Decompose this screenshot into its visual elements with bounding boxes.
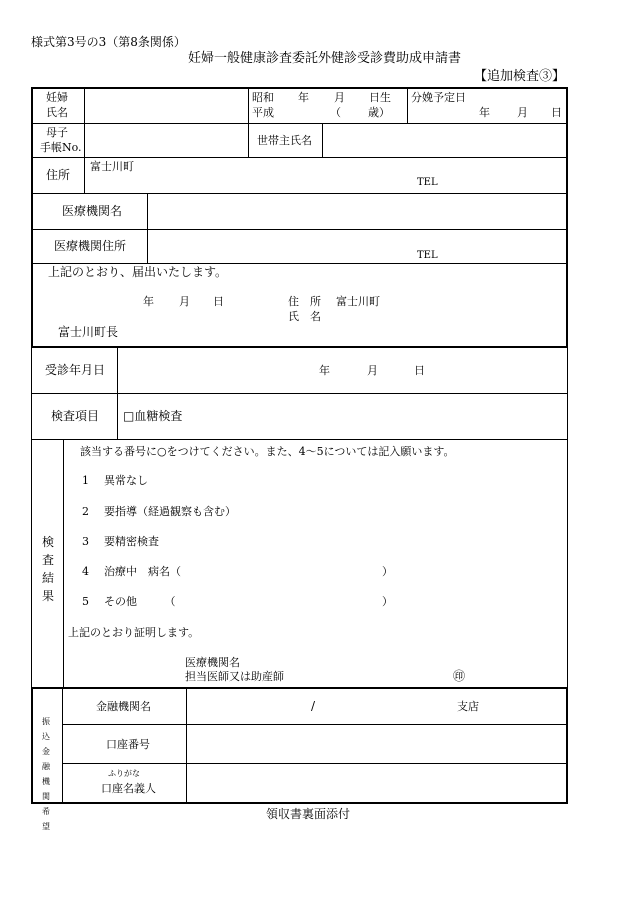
declarant-address-label: 住 所	[288, 295, 321, 308]
divider	[31, 348, 32, 688]
address-town: 富士川町	[90, 160, 134, 173]
divider	[32, 263, 567, 264]
blood-sugar-checkbox[interactable]: □血糖検査	[123, 409, 183, 423]
seal-icon: ㊞	[453, 669, 466, 683]
divider	[248, 88, 249, 157]
account-number-field[interactable]	[190, 729, 562, 759]
exam-result-label: 検査結果	[41, 535, 54, 603]
household-head-label: 世帯主氏名	[257, 134, 312, 147]
divider	[63, 724, 567, 725]
era-showa: 昭和	[252, 91, 274, 104]
option-normal[interactable]: 異常なし	[104, 474, 148, 487]
addressee: 富士川町長	[58, 325, 119, 339]
birth-month-label: 月	[334, 91, 345, 104]
receipt-note: 領収書裏面添付	[266, 807, 351, 821]
divider	[32, 229, 567, 230]
declarant-address-value: 富士川町	[336, 295, 380, 308]
account-holder-field[interactable]	[190, 768, 562, 800]
divider	[32, 193, 567, 194]
name-label: 氏名	[46, 106, 68, 119]
name-field[interactable]	[85, 92, 246, 120]
household-head-field[interactable]	[324, 126, 564, 154]
mch-label: 手帳No.	[40, 141, 82, 154]
divider	[567, 348, 568, 688]
option-number: 1	[82, 474, 89, 487]
exam-date-label: 受診年月日	[45, 363, 106, 377]
birth-year-label: 年	[298, 91, 309, 104]
divider	[63, 440, 64, 688]
option-number: 2	[82, 505, 89, 518]
divider	[147, 194, 148, 263]
certify-text: 上記のとおり証明します。	[68, 626, 200, 639]
option-guidance[interactable]: 要指導（経過観察も含む）	[104, 505, 236, 518]
address-tel-label: TEL	[417, 177, 438, 188]
divider	[32, 123, 567, 124]
furigana-label: ふりがな	[108, 769, 140, 778]
declaration-text: 上記のとおり、届出いたします。	[48, 265, 228, 279]
age-close: 歳）	[368, 106, 390, 119]
doctor-label: 担当医師又は助産師	[185, 670, 284, 683]
age-open: （	[330, 106, 341, 119]
mch-number-field[interactable]	[85, 126, 246, 154]
divider	[62, 688, 63, 803]
option-under-treatment[interactable]: 治療中 病名（	[104, 565, 181, 578]
form-title: 妊婦一般健康診査委託外健診受診費助成申請書	[188, 51, 462, 66]
name-label: 妊婦	[46, 91, 68, 104]
exam-date-day: 日	[414, 364, 425, 377]
bank-side-label: 振込金融機関希望	[42, 717, 50, 831]
due-year-label: 年	[479, 106, 490, 119]
divider	[407, 88, 408, 123]
institution-address-label: 医療機関住所	[54, 239, 127, 253]
due-date-label: 分娩予定日	[411, 91, 466, 104]
cert-institution-label: 医療機関名	[185, 656, 240, 669]
divider	[186, 688, 187, 803]
institution-name-label: 医療機関名	[62, 204, 123, 218]
institution-tel-label: TEL	[417, 250, 438, 261]
option-other[interactable]: その他 （	[104, 595, 176, 608]
additional-test-badge: 【追加検査③】	[474, 69, 566, 84]
declaration-day: 日	[213, 295, 224, 308]
form-number: 様式第3号の3（第8条関係）	[31, 35, 186, 49]
institution-name-field[interactable]	[150, 197, 562, 225]
divider	[32, 157, 567, 158]
divider	[31, 439, 568, 440]
divider	[117, 348, 118, 439]
birth-day-label: 日生	[369, 91, 391, 104]
era-heisei: 平成	[252, 106, 274, 119]
divider	[322, 124, 323, 157]
result-instruction: 該当する番号に○をつけてください。また、4～5については記入願います。	[80, 445, 455, 458]
exam-item-label: 検査項目	[51, 409, 100, 423]
option-number: 3	[82, 535, 89, 548]
mch-label: 母子	[46, 126, 68, 139]
due-day-label: 日	[551, 106, 562, 119]
option-number: 5	[82, 595, 89, 608]
option-number: 4	[82, 565, 89, 578]
exam-date-year: 年	[319, 364, 330, 377]
divider	[31, 393, 568, 394]
account-number-label: 口座番号	[106, 738, 150, 751]
exam-date-month: 月	[367, 364, 378, 377]
due-month-label: 月	[517, 106, 528, 119]
declaration-month: 月	[179, 295, 190, 308]
option-paren-close: ）	[382, 565, 393, 578]
option-detailed-exam[interactable]: 要精密検査	[104, 535, 159, 548]
branch-label: 支店	[457, 700, 479, 713]
bank-name-label: 金融機関名	[96, 700, 151, 713]
declarant-name-label: 氏 名	[288, 310, 321, 323]
divider	[63, 763, 567, 764]
option-paren-close: ）	[382, 595, 393, 608]
address-label: 住所	[46, 168, 71, 182]
declaration-year: 年	[143, 295, 154, 308]
bank-slash: /	[311, 699, 316, 713]
account-holder-label: 口座名義人	[101, 782, 156, 795]
